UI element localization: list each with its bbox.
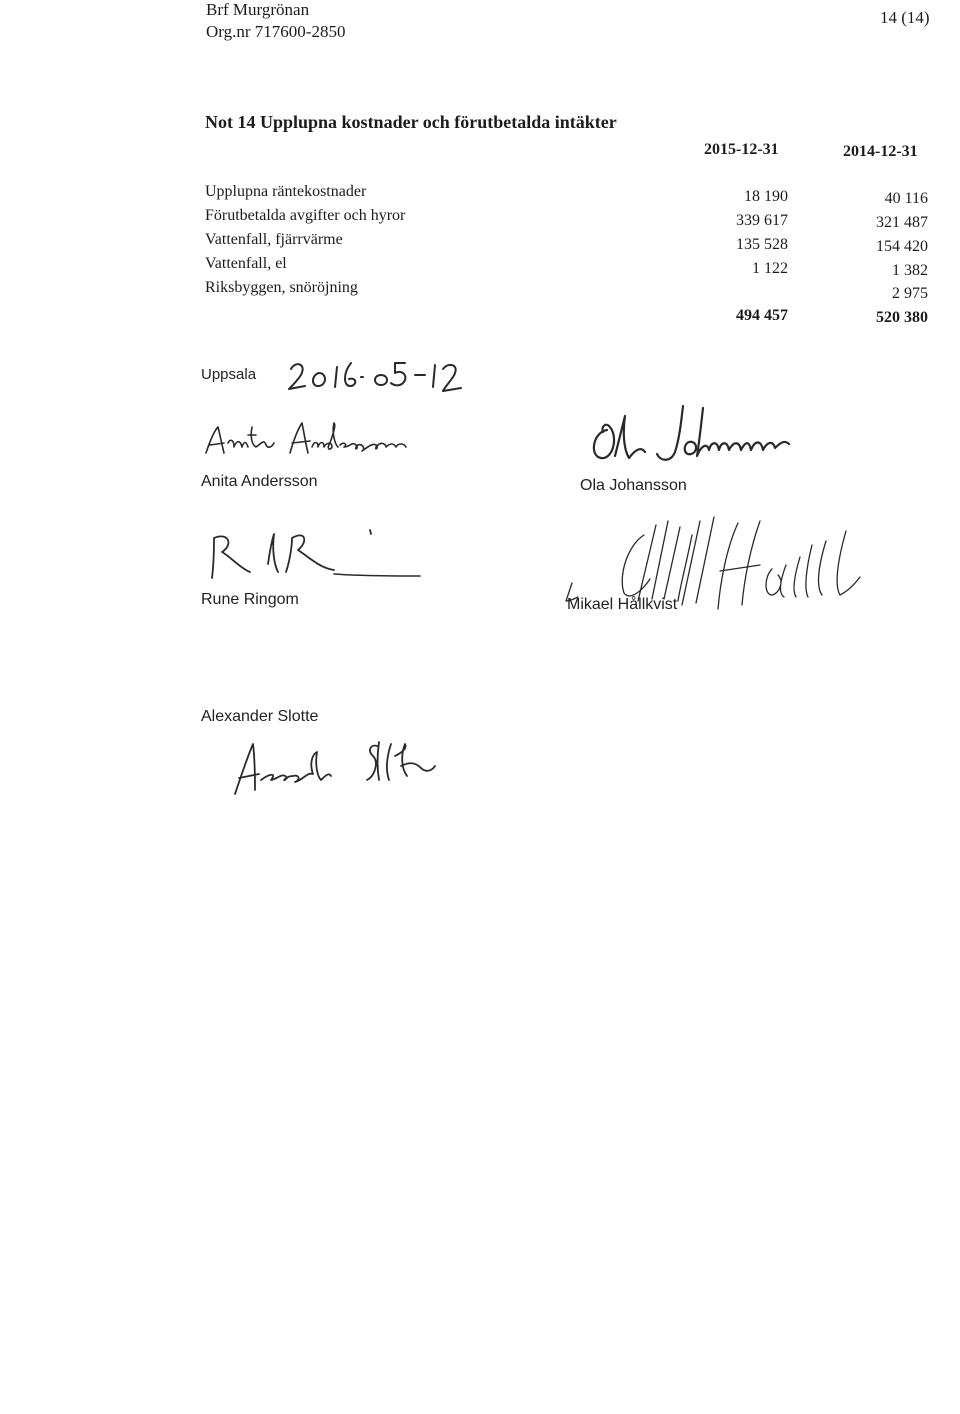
org-number: Org.nr 717600-2850	[206, 22, 346, 41]
signatory-name: Rune Ringom	[201, 591, 299, 608]
value-2015: 18 190	[744, 188, 788, 205]
note-title: Not 14 Upplupna kostnader och förutbetalda intäkter	[205, 112, 617, 132]
signature-ola-johansson	[585, 400, 805, 470]
total-2014: 520 380	[876, 309, 928, 326]
row-label: Vattenfall, el	[205, 255, 287, 272]
handwritten-date	[285, 355, 485, 400]
row-label: Vattenfall, fjärrvärme	[205, 231, 343, 248]
signature-rune-ringom	[200, 518, 440, 588]
signature-anita-andersson	[200, 413, 460, 463]
total-2015: 494 457	[736, 307, 788, 324]
column-header-2015: 2015-12-31	[704, 141, 779, 158]
page-number: 14 (14)	[880, 8, 930, 27]
signatory-name: Anita Andersson	[201, 473, 318, 490]
value-2014: 2 975	[892, 285, 928, 302]
row-label: Riksbyggen, snöröjning	[205, 279, 358, 296]
value-2015: 1 122	[752, 260, 788, 277]
value-2014: 40 116	[884, 190, 928, 207]
signatory-name: Alexander Slotte	[201, 708, 319, 725]
column-header-2014: 2014-12-31	[843, 143, 918, 160]
row-label: Upplupna räntekostnader	[205, 183, 367, 200]
value-2014: 154 420	[876, 238, 928, 255]
signature-alexander-slotte	[225, 732, 455, 802]
value-2014: 1 382	[892, 262, 928, 279]
signatory-name: Mikael Hållkvist	[567, 596, 678, 613]
signing-place: Uppsala	[201, 366, 257, 383]
row-label: Förutbetalda avgifter och hyror	[205, 207, 406, 224]
value-2015: 339 617	[736, 212, 788, 229]
value-2014: 321 487	[876, 214, 928, 231]
company-name: Brf Murgrönan	[206, 0, 310, 19]
value-2015: 135 528	[736, 236, 788, 253]
signatory-name: Ola Johansson	[580, 477, 687, 494]
